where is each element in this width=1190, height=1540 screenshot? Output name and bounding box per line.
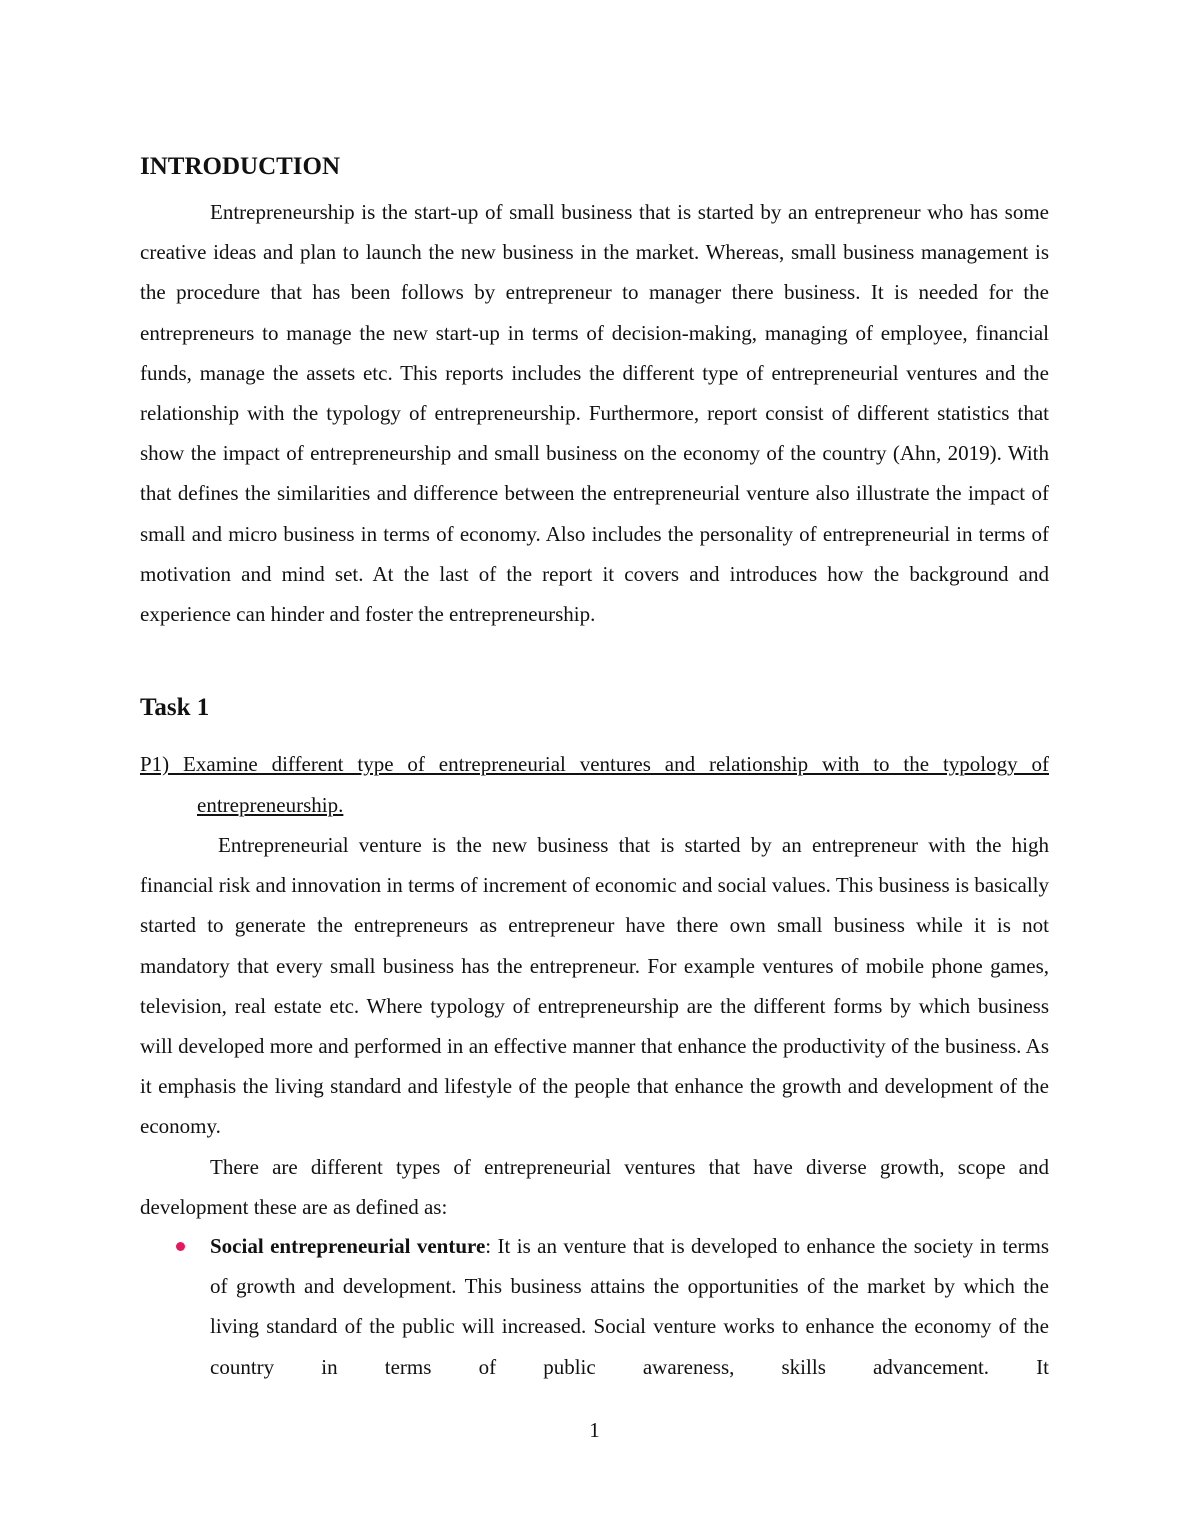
bullet-title: Social entrepreneurial venture bbox=[210, 1234, 486, 1258]
list-item bbox=[210, 1226, 1049, 1387]
p1-heading: P1) Examine different type of entrepreneurial ventures and relationship with to the typology of entrepreneurship. bbox=[140, 752, 1049, 817]
bullet-list bbox=[210, 1226, 1049, 1387]
page-number: 1 bbox=[589, 1418, 600, 1442]
bullet-dot-icon bbox=[176, 1242, 185, 1251]
task-1-heading: Task 1 bbox=[140, 694, 210, 721]
venture-paragraph: Entrepreneurial venture is the new business that is started by an entrepreneur with the high financial risk and innovation in terms of increment of economic and social values. This business is basically started to generate the entrepreneurs as entrepreneur have there own small business while it is not mandatory that every small business has the entrepreneur. For example ventures of mobile phone games, television, real estate etc. Where typology of entrepreneurship are the different forms by which business will developed more and performed in an effective manner that enhance the productivity of the business. As it emphasis the living standard and lifestyle of the people that enhance the growth and development of the economy. bbox=[140, 833, 1049, 1139]
bullet-body: : It is an venture that is developed to enhance the society in terms of growth and development. This business attains the opportunities of the market by which the living standard of the public will increased. Social venture works to enhance the economy of the country in terms of public awareness, skills advancement. It bbox=[210, 1234, 1049, 1379]
types-paragraph: There are different types of entrepreneurial ventures that have diverse growth, scope and development these are as defined as: bbox=[140, 1155, 1049, 1220]
introduction-paragraph: Entrepreneurship is the start-up of small business that is started by an entrepreneur who has some creative ideas and plan to launch the new business in the market. Whereas, small business management is the procedure that has been follows by entrepreneur to manager there business. It is needed for the entrepreneurs to manage the new start-up in terms of decision-making, managing of employee, financial funds, manage the assets etc. This reports includes the different type of entrepreneurial ventures and the relationship with the typology of entrepreneurship. Furthermore, report consist of different statistics that show the impact of entrepreneurship and small business on the economy of the country (Ahn, 2019). With that defines the similarities and difference between the entrepreneurial venture also illustrate the impact of small and micro business in terms of economy. Also includes the personality of entrepreneurial in terms of motivation and mind set. At the last of the report it covers and introduces how the background and experience can hinder and foster the entrepreneurship. bbox=[140, 200, 1049, 627]
introduction-heading: INTRODUCTION bbox=[140, 153, 341, 180]
